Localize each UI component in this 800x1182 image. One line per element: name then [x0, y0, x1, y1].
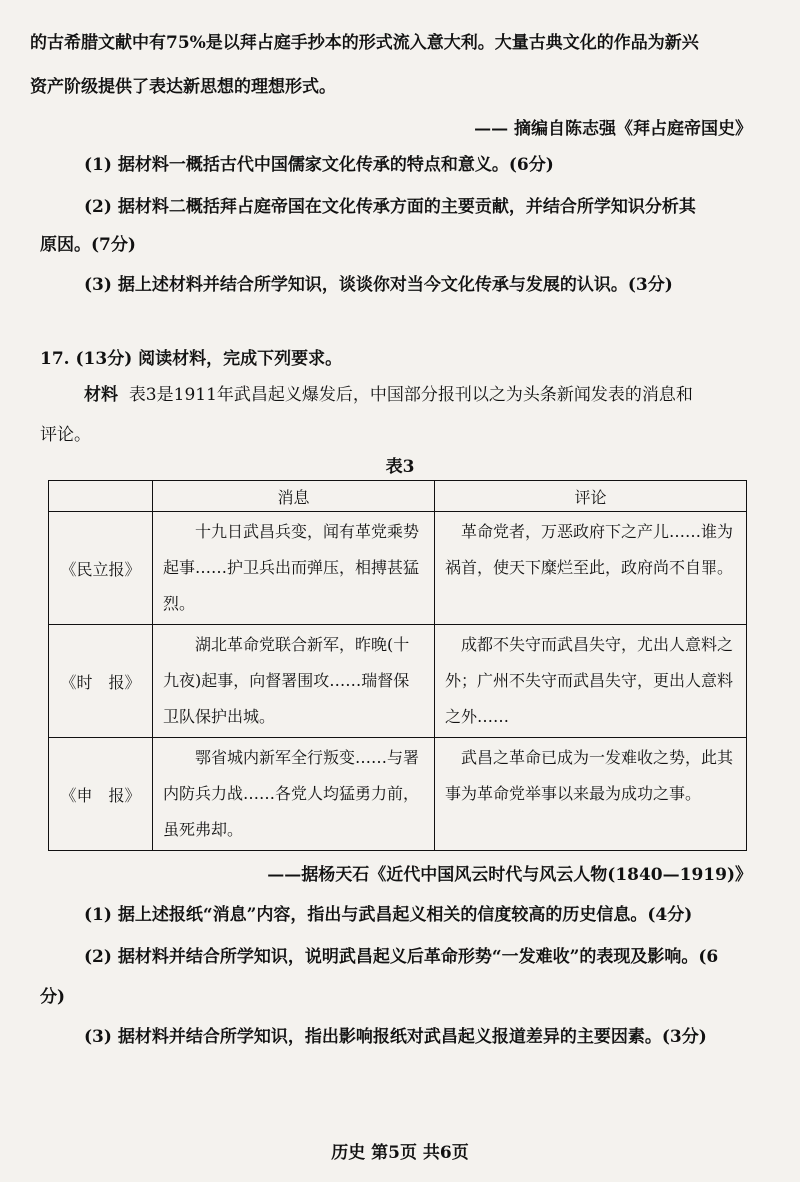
table-header-row — [49, 481, 747, 512]
table-row — [49, 512, 747, 625]
paragraph-line: 资产阶级提供了表达新思想的理想形式。 — [30, 77, 336, 97]
newspaper-name: 《申 报》 — [49, 738, 153, 851]
question-17-2-cont: 分) — [40, 987, 66, 1007]
question-17-2: (2) 据材料并结合所学知识，说明武昌起义后革命形势“一发难收”的表现及影响。(6 — [84, 947, 719, 967]
news-cell: 十九日武昌兵变，闻有革党乘势起事……护卫兵出而弹压，相搏甚猛烈。 — [153, 512, 435, 625]
material-text: 表3是1911年武昌起义爆发后，中国部分报刊以之为头条新闻发表的消息和 — [128, 385, 693, 405]
table-header-cell: 消息 — [153, 481, 435, 512]
comment-cell: 革命党者，万恶政府下之产儿……谁为祸首，使天下糜烂至此，政府尚不自罪。 — [435, 512, 747, 625]
table-row — [49, 625, 747, 738]
question-17-3: (3) 据材料并结合所学知识，指出影响报纸对武昌起义报道差异的主要因素。(3分) — [84, 1027, 707, 1047]
question-16-2: (2) 据材料二概括拜占庭帝国在文化传承方面的主要贡献，并结合所学知识分析其 — [84, 197, 696, 217]
table-header-cell: 评论 — [435, 481, 747, 512]
source-citation: —— 摘编自陈志强《拜占庭帝国史》 — [474, 119, 752, 139]
newspaper-table — [48, 480, 747, 851]
news-cell: 湖北革命党联合新军，昨晚(十九夜)起事，向督署围攻……瑞督保卫队保护出城。 — [153, 625, 435, 738]
question-16-1: (1) 据材料一概括古代中国儒家文化传承的特点和意义。(6分) — [84, 155, 554, 175]
table-header-cell — [49, 481, 153, 512]
question-16-2-cont: 原因。(7分) — [40, 235, 136, 255]
comment-cell: 成都不失守而武昌失守，尤出人意料之外；广州不失守而武昌失守，更出人意料之外…… — [435, 625, 747, 738]
question-17-header: 17. (13分) 阅读材料，完成下列要求。 — [40, 349, 343, 369]
page-footer: 历史 第5页 共6页 — [331, 1143, 469, 1163]
newspaper-name: 《时 报》 — [49, 625, 153, 738]
material-label: 材料 — [84, 385, 118, 405]
material-line — [84, 382, 693, 408]
question-16-3: (3) 据上述材料并结合所学知识，谈谈你对当今文化传承与发展的认识。(3分) — [84, 275, 673, 295]
comment-cell: 武昌之革命已成为一发难收之势，此其事为革命党举事以来最为成功之事。 — [435, 738, 747, 851]
newspaper-name: 《民立报》 — [49, 512, 153, 625]
table-row — [49, 738, 747, 851]
question-17-1: (1) 据上述报纸“消息”内容，指出与武昌起义相关的信度较高的历史信息。(4分) — [84, 905, 693, 925]
paragraph-line: 的古希腊文献中有75%是以拜占庭手抄本的形式流入意大利。大量古典文化的作品为新兴 — [30, 33, 699, 53]
news-cell: 鄂省城内新军全行叛变……与署内防兵力战……各党人均猛勇力前，虽死弗却。 — [153, 738, 435, 851]
material-line-cont: 评论。 — [40, 425, 91, 445]
source-citation: ——据杨天石《近代中国风云时代与风云人物(1840—1919)》 — [267, 865, 752, 885]
table-caption: 表3 — [385, 457, 415, 477]
